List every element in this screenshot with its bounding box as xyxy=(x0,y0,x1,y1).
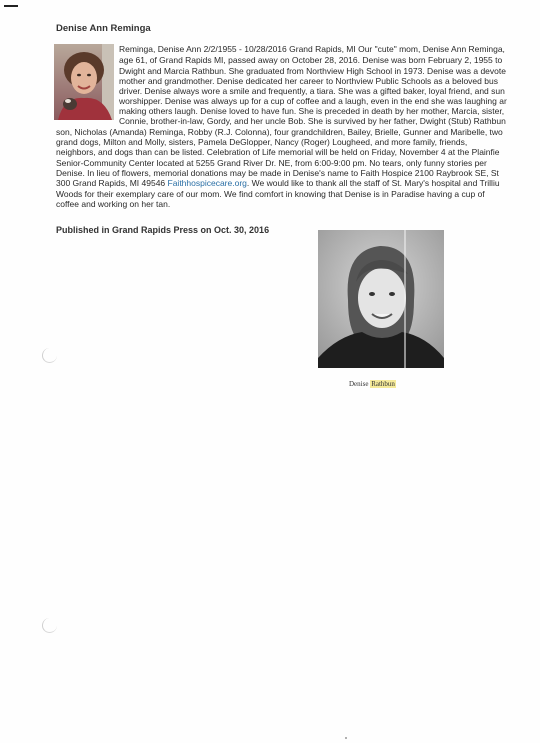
obituary-text-line: Denise. In lieu of flowers, memorial donations may be made in Denise's name to Faith Hospice 2100 Raybrook SE, St xyxy=(56,168,499,178)
obituary-text-line-with-link xyxy=(56,178,540,188)
obituary-text-line: mother and grandmother. Denise dedicated her career to Northview Public Schools as a beloved bus xyxy=(119,76,498,86)
photo-caption xyxy=(349,380,396,388)
obituary-text-line: age 61, of Grand Rapids MI, passed away on October 28, 2016. Denise was born February 2, 1955 to xyxy=(119,55,503,65)
published-line: Published in Grand Rapids Press on Oct. 30, 2016 xyxy=(56,225,270,235)
obituary-text-line: Senior-Community Center located at 5255 Grand River Dr. NE, from 6:00-9:00 pm. No tears, only funny stories per xyxy=(56,158,487,168)
link-line-after: . We would like to thank all the staff of St. Mary's hospital and Trilliu xyxy=(246,178,500,188)
obituary-text-line: making others laugh. Denise loved to have fun. She is preceded in death by her mother, Marcia, sister, xyxy=(119,106,505,116)
obituary-text-line: driver. Denise always wore a smile and frequently, a tiara. She was a gifted baker, loyal friend, and sun xyxy=(119,86,505,96)
obituary-text-line: Connie, brother-in-law, Gordy, and her uncle Bob. She is survived by her father, Dwight (Stub) Rathbun xyxy=(119,116,506,126)
obituary-text-line: neighbors, and dogs than can be listed. Celebration of Life memorial will be held on Friday, November 4 at the Plainfie xyxy=(56,147,500,157)
caption-first-name: Denise xyxy=(349,380,369,388)
scan-speck xyxy=(345,737,347,739)
portrait-color-photo xyxy=(54,44,114,120)
scan-corner-mark xyxy=(4,5,18,7)
obituary-title: Denise Ann Reminga xyxy=(56,23,151,34)
link-line-before: 300 Grand Rapids, MI 49546 xyxy=(56,178,168,188)
obituary-text-line: Woods for their exemplary care of our mom. We find comfort in knowing that Denise is in Paradise having a cup of xyxy=(56,189,485,199)
hospice-website-link[interactable]: Faithhospicecare.org xyxy=(167,178,247,188)
obituary-text-line: worshipper. Denise was always up for a cup of coffee and a laugh, even in the end she was laughing ar xyxy=(119,96,507,106)
caption-last-name-highlighted: Rathbun xyxy=(371,380,395,388)
obituary-text-line: grand dogs, Milton and Molly, sisters, Pamela DeGlopper, Nancy (Roger) Lougheed, and more family, friends, xyxy=(56,137,468,147)
portrait-yearbook-photo xyxy=(318,230,444,368)
punch-hole-mark xyxy=(42,618,57,633)
obituary-text-line: Reminga, Denise Ann 2/2/1955 - 10/28/2016 Grand Rapids, MI Our "cute" mom, Denise Ann Reminga, xyxy=(119,44,505,54)
obituary-text-line: son, Nicholas (Amanda) Reminga, Robby (R.J. Colonna), four grandchildren, Bailey, Brielle, Gunner and Maribelle, two xyxy=(56,127,503,137)
obituary-text-line: Dwight and Marcia Rathbun. She graduated from Northview High School in 1973. Denise was a devote xyxy=(119,66,506,76)
punch-hole-mark xyxy=(42,348,57,363)
obituary-text-line: coffee and working on her tan. xyxy=(56,199,171,209)
